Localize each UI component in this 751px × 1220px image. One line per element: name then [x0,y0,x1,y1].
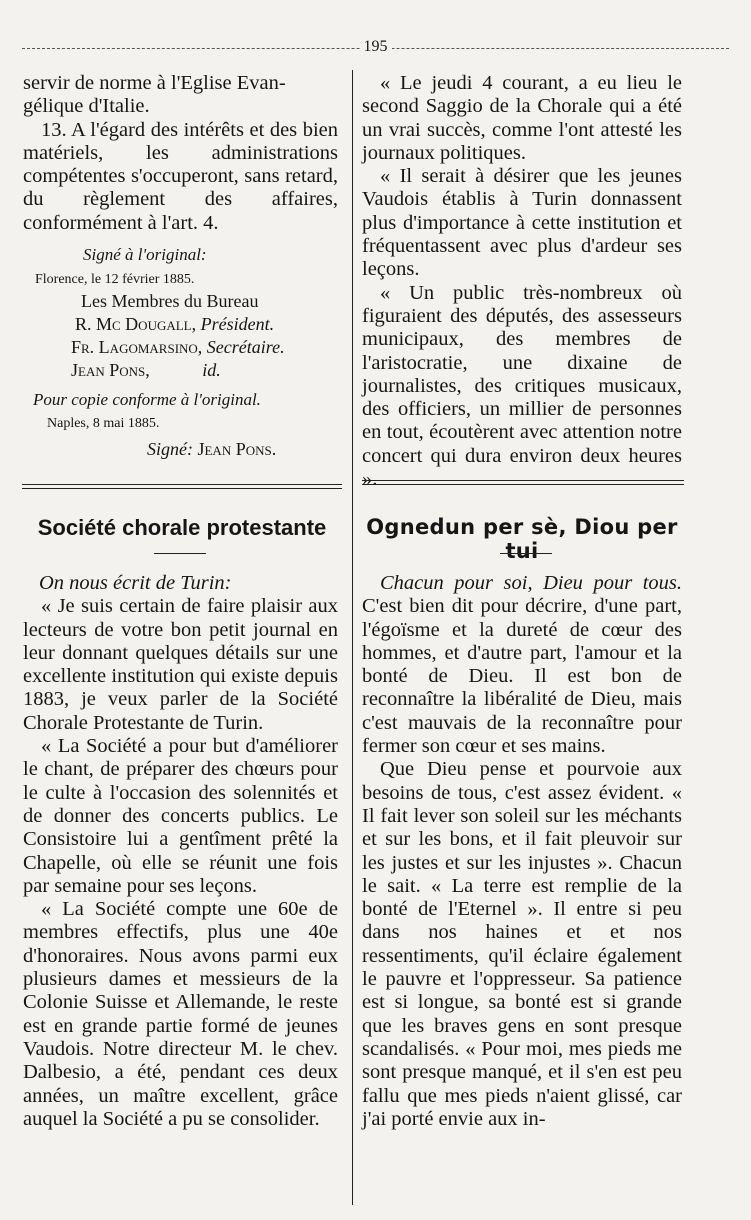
bureau-member: Jean Pons, id. [71,360,221,381]
naples-date: Naples, 8 mai 1885. [47,415,160,431]
article-heading: Société chorale protestante [37,515,327,540]
bureau-block [23,290,338,382]
paragraph: « Le jeudi 4 courant, a eu lieu le second Saggio de la Chorale qui a été un vrai succès, comme l'ont attesté les journaux politiques. [362,72,682,164]
left-column-top [23,72,338,461]
left-column-bottom [23,572,338,1131]
paragraph: « La Société a pour but d'améliorer le chant, de préparer des chœurs pour le culte à l'occasion des solennités et de donner des concerts publics. Le Consistoire lui a gentîment prêté la Chapelle, où elle se réunit une fois par semaine pour ses leçons. [23,735,338,897]
place-date: Florence, le 12 février 1885. [35,272,195,288]
section-rule [22,484,342,489]
signature-line: Signé: Jean Pons. [147,438,277,459]
paragraph: « Il serait à désirer que les jeunes Vaudois établis à Turin donnassent plus d'importance à cette institution et fréquentassent avec plus d'ardeur ses leçons. [362,165,682,281]
intro-line: On nous écrit de Turin: [39,572,232,594]
paragraph: « La Société compte une 60e de membres effectifs, plus une 40e d'honoraires. Nous avons parmi eux plusieurs dames et messieurs de la Colonie Suisse et Allemande, le reste est en grande partie formé de jeunes Vaudois. Notre directeur M. le chev. Dalbesio, a été, pendant ces deux années, un maître excellent, grâce auquel la Société a pu se consolider. [23,898,338,1130]
bureau-title: Les Membres du Bureau [81,291,259,312]
heading-dash [154,553,206,554]
column-divider [352,70,353,1205]
text-line: servir de norme à l'Eglise Evan- [23,72,286,94]
paragraph: « Je suis certain de faire plaisir aux lecteurs de votre bon petit journal en leur donnant quelques détails sur une excellente institution qui existe depuis 1883, je veux parler de la Société Chorale Protestante de Turin. [23,595,338,734]
article-heading: Ognedun per sè, Diou per tui [366,515,678,563]
section-rule [362,480,684,485]
heading-dash [500,553,552,554]
copie-conforme: Pour copie conforme à l'original. [33,390,261,410]
bureau-member: Fr. Lagomarsino, Secrétaire. [71,337,285,358]
right-column-bottom [362,572,682,1131]
page-number: 195 [0,38,751,56]
paragraph: Chacun pour soi, Dieu pour tous. C'est bien dit pour décrire, d'une part, l'égoïsme et la dureté de cœur des hommes, et d'autre part, l'amour et la bonté de Dieu. Il est bon de reconnaître la libéralité de Dieu, mais c'est mauvais de la reconnaître pour fermer son cœur et ses mains. [362,572,682,758]
paragraph: Que Dieu pense et pourvoie aux besoins de tous, c'est assez évident. « Il fait lever son soleil sur les méchants et sur les bons, et il fait pleuvoir sur les justes et sur les injustes ». Chacun le sait. « La terre est remplie de la bonté de l'Eternel ». Il entre si peu dans nos haines et et nos ressentiments, qu'il éclaire également le pauvre et l'oppresseur. Sa patience est si longue, sa bonté est si grande que les braves gens en sont presque scandalisés. « Pour moi, mes pieds me sont presque manqué, et il s'en est peu fallu que mes pieds n'aient glissé, car j'ai porté envie aux in- [362,758,682,1130]
signe-original: Signé à l'original: [83,245,207,265]
right-column-top [362,72,682,491]
bureau-member: R. Mc Dougall, Président. [75,314,275,335]
text-line: gélique d'Italie. [23,95,150,118]
paragraph: « Un public très-nombreux où figuraient des députés, des assesseurs municipaux, des membres de l'aristocratie, une dixaine de journalistes, des critiques musicaux, des officiers, un millier de personnes en tout, écoutèrent avec attention notre concert qui dura environ deux heures ». [362,281,682,491]
article-13: 13. A l'égard des intérêts et des bien matériels, les administrations compétentes s'occuperont, sans retard, du règlement des affaires, conformément à l'art. 4. [23,118,338,234]
